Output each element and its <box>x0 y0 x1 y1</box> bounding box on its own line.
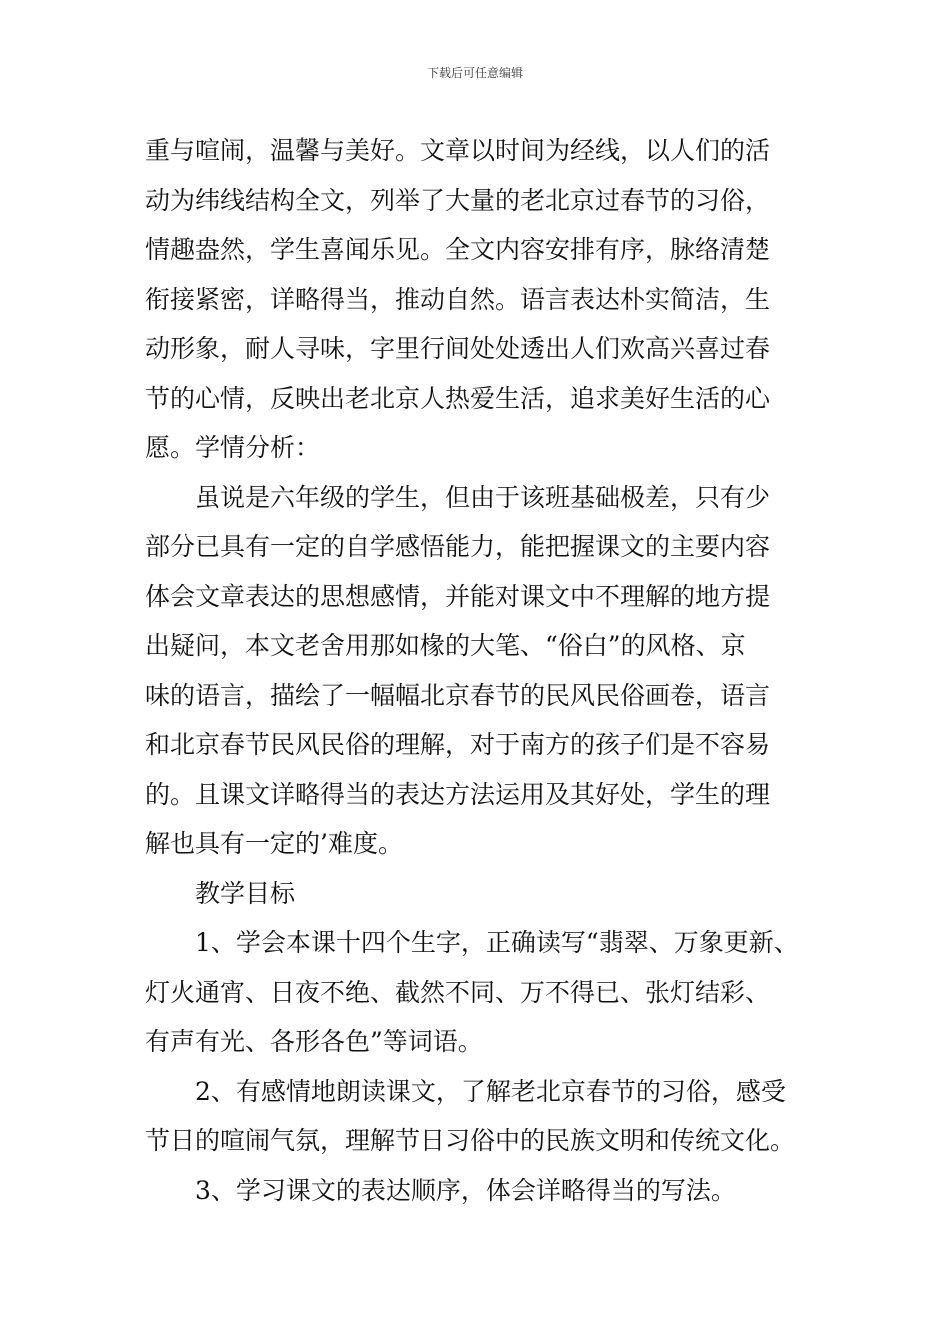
text-line: 愿。学情分析： <box>145 433 321 462</box>
text-line: 3、学习课文的表达顺序，体会详略得当的写法。 <box>195 1175 736 1205</box>
body-text <box>145 126 845 1215</box>
text-line: 节的心情，反映出老北京人热爱生活，追求美好生活的心 <box>145 383 771 413</box>
text-line: 和北京春节民风民俗的理解，对于南方的孩子们是不容易 <box>145 730 771 759</box>
text-line: 重与喧闹，温馨与美好。文章以时间为经线，以人们的活 <box>145 136 771 165</box>
text-line: 的。且课文详略得当的表达方法运用及其好处，学生的理 <box>145 779 771 809</box>
text-line: 解也具有一定的’难度。 <box>145 829 403 858</box>
text-line: 体会文章表达的思想感情，并能对课文中不理解的地方提 <box>145 581 771 611</box>
text-line: 动形象，耐人寻味，字里行间处处透出人们欢高兴喜过春 <box>145 334 771 363</box>
text-line: 虽说是六年级的学生，但由于该班基础极差，只有少 <box>195 482 771 512</box>
text-line: 部分已具有一定的自学感悟能力，能把握课文的主要内容 <box>145 532 771 561</box>
section-heading: 教学目标 <box>195 878 296 908</box>
page-header-note: 下载后可任意编辑 <box>426 66 523 80</box>
text-line: 灯火通宵、日夜不绝、截然不同、万不得已、张灯结彩、 <box>145 977 771 1007</box>
text-line: 有声有光、各形各色”等词语。 <box>145 1027 483 1056</box>
text-line: 动为纬线结构全文，列举了大量的老北京过春节的习俗， <box>145 185 771 215</box>
text-line: 衔接紧密，详略得当，推动自然。语言表达朴实简洁，生 <box>145 284 771 314</box>
text-line: 出疑问，本文老舍用那如椽的大笔、“俗白”的风格、京 <box>145 631 746 660</box>
text-line: 节日的喧闹气氛，理解节日习俗中的民族文明和传统文化。 <box>145 1126 796 1155</box>
text-line: 味的语言，描绘了一幅幅北京春节的民风民俗画卷，语言 <box>145 680 771 710</box>
text-line: 2、有感情地朗读课文，了解老北京春节的习俗，感受 <box>195 1076 786 1106</box>
text-line: 1、学会本课十四个生字，正确读写“翡翠、万象更新、 <box>195 928 799 957</box>
text-line: 情趣盎然，学生喜闻乐见。全文内容安排有序，脉络清楚 <box>145 235 771 264</box>
